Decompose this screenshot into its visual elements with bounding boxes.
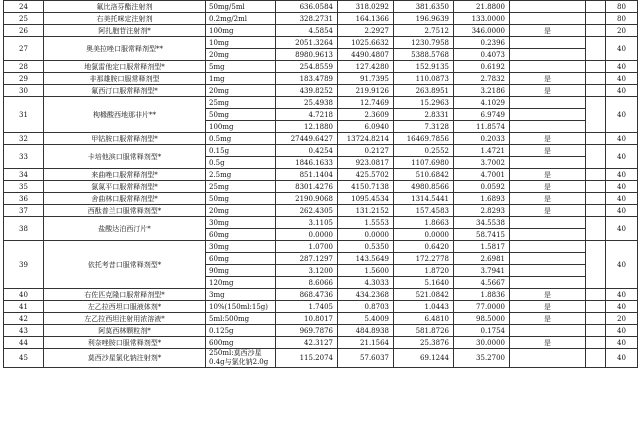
value-cell-c: 263.8951: [394, 85, 454, 97]
empty-cell: [586, 181, 606, 193]
capacity-cell: 40: [606, 85, 638, 97]
value-cell-a: 328.2731: [276, 13, 338, 25]
row-number-cell: 36: [4, 193, 44, 205]
flag-cell: 是: [510, 25, 586, 37]
table-row: [4, 181, 638, 193]
value-cell-d: 133.0000: [454, 13, 510, 25]
value-cell-d: 3.7941: [454, 265, 510, 277]
value-cell-a: 851.1404: [276, 169, 338, 181]
capacity-cell: 40: [606, 325, 638, 337]
value-cell-d: 4.7001: [454, 169, 510, 181]
spec-cell: 10%(150ml:15g): [206, 301, 276, 313]
empty-cell: [586, 205, 606, 217]
empty-cell: [586, 241, 606, 289]
value-cell-a: 0.4254: [276, 145, 338, 157]
value-cell-d: 1.8836: [454, 289, 510, 301]
value-cell-d: 2.8293: [454, 205, 510, 217]
value-cell-b: 4490.4807: [338, 49, 394, 61]
value-cell-c: 5.1640: [394, 277, 454, 289]
value-cell-c: 69.1244: [394, 349, 454, 368]
value-cell-b: 4150.7138: [338, 181, 394, 193]
row-number-cell: 34: [4, 169, 44, 181]
flag-cell: 是: [510, 169, 586, 181]
spec-cell: 25mg: [206, 181, 276, 193]
row-number-cell: 45: [4, 349, 44, 368]
value-cell-a: 439.8252: [276, 85, 338, 97]
spec-cell: 5ml:500mg: [206, 313, 276, 325]
empty-cell: [586, 313, 606, 325]
spec-cell: 100mg: [206, 25, 276, 37]
capacity-cell: 40: [606, 217, 638, 241]
drug-name-cell: 西酞普兰口服常释剂型*: [44, 205, 206, 217]
value-cell-a: 0.0000: [276, 229, 338, 241]
capacity-cell: 20: [606, 25, 638, 37]
value-cell-d: 2.6981: [454, 253, 510, 265]
value-cell-a: 4.7218: [276, 109, 338, 121]
value-cell-a: 1846.1633: [276, 157, 338, 169]
flag-cell: [510, 325, 586, 337]
spec-cell: 1mg: [206, 73, 276, 85]
value-cell-a: 115.2074: [276, 349, 338, 368]
value-cell-d: 58.7415: [454, 229, 510, 241]
row-number-cell: 41: [4, 301, 44, 313]
empty-cell: [586, 13, 606, 25]
drug-name-cell: 氟比洛芬酯注射剂: [44, 1, 206, 13]
drug-procurement-table: [3, 0, 638, 368]
empty-cell: [586, 337, 606, 349]
value-cell-b: 0.2127: [338, 145, 394, 157]
value-cell-a: 10.8017: [276, 313, 338, 325]
value-cell-d: 2.7832: [454, 73, 510, 85]
value-cell-c: 1.0443: [394, 301, 454, 313]
row-number-cell: 26: [4, 25, 44, 37]
drug-name-cell: 左乙拉西坦口服液体剂*: [44, 301, 206, 313]
value-cell-b: 91.7395: [338, 73, 394, 85]
drug-name-cell: 氯氮平口服常释剂型*: [44, 181, 206, 193]
capacity-cell: 40: [606, 337, 638, 349]
row-number-cell: 33: [4, 145, 44, 169]
value-cell-c: 4980.8566: [394, 181, 454, 193]
spec-cell: 30mg: [206, 217, 276, 229]
value-cell-b: 2.2927: [338, 25, 394, 37]
drug-name-cell: 依托考昔口服常释剂型*: [44, 241, 206, 289]
value-cell-d: 3.2186: [454, 85, 510, 97]
capacity-cell: 40: [606, 241, 638, 289]
table-row: [4, 169, 638, 181]
value-cell-a: 8301.4276: [276, 181, 338, 193]
row-number-cell: 39: [4, 241, 44, 289]
drug-name-cell: 莫西沙星氯化钠注射剂*: [44, 349, 206, 368]
empty-cell: [586, 145, 606, 169]
flag-cell: 是: [510, 73, 586, 85]
value-cell-c: 110.0873: [394, 73, 454, 85]
spec-cell: 10mg: [206, 37, 276, 49]
value-cell-a: 254.8559: [276, 61, 338, 73]
value-cell-d: 35.2700: [454, 349, 510, 368]
value-cell-c: 521.0842: [394, 289, 454, 301]
capacity-cell: 40: [606, 37, 638, 61]
flag-cell: 是: [510, 205, 586, 217]
drug-name-cell: 阿莫西林颗粒剂*: [44, 325, 206, 337]
spec-cell: 0.2mg/2ml: [206, 13, 276, 25]
capacity-cell: 40: [606, 289, 638, 301]
spec-cell: 0.5mg: [206, 133, 276, 145]
value-cell-a: 636.0584: [276, 1, 338, 13]
row-number-cell: 24: [4, 1, 44, 13]
value-cell-b: 13724.8214: [338, 133, 394, 145]
drug-name-cell: 舍曲林口服常释剂型*: [44, 193, 206, 205]
value-cell-c: 2.7512: [394, 25, 454, 37]
value-cell-a: 2051.3264: [276, 37, 338, 49]
value-cell-c: 510.6842: [394, 169, 454, 181]
spec-cell: 30mg: [206, 241, 276, 253]
row-number-cell: 31: [4, 97, 44, 133]
value-cell-a: 1.0700: [276, 241, 338, 253]
capacity-cell: 40: [606, 181, 638, 193]
value-cell-b: 1025.6632: [338, 37, 394, 49]
value-cell-c: 7.3128: [394, 121, 454, 133]
value-cell-a: 262.4305: [276, 205, 338, 217]
value-cell-c: 2.8331: [394, 109, 454, 121]
row-number-cell: 28: [4, 61, 44, 73]
row-number-cell: 44: [4, 337, 44, 349]
value-cell-b: 131.2152: [338, 205, 394, 217]
value-cell-c: 0.6420: [394, 241, 454, 253]
value-cell-b: 57.6037: [338, 349, 394, 368]
flag-cell: [510, 229, 586, 241]
table-row: [4, 349, 638, 368]
empty-cell: [586, 217, 606, 241]
spec-cell: 25mg: [206, 97, 276, 109]
table-row: [4, 1, 638, 13]
value-cell-a: 42.3127: [276, 337, 338, 349]
value-cell-c: 1.8720: [394, 265, 454, 277]
value-cell-b: 6.0940: [338, 121, 394, 133]
value-cell-d: 4.1029: [454, 97, 510, 109]
value-cell-b: 164.1366: [338, 13, 394, 25]
table-row: [4, 73, 638, 85]
flag-cell: [510, 1, 586, 13]
value-cell-d: 98.5000: [454, 313, 510, 325]
value-cell-a: 2190.9068: [276, 193, 338, 205]
flag-cell: 是: [510, 85, 586, 97]
drug-name-cell: 奥美拉唑口服常释剂型**: [44, 37, 206, 61]
empty-cell: [586, 97, 606, 133]
value-cell-d: 0.6192: [454, 61, 510, 73]
drug-name-cell: 非那雄胺口服常释剂型: [44, 73, 206, 85]
drug-name-cell: 卡培他滨口服常释剂型*: [44, 145, 206, 169]
table-row: [4, 13, 638, 25]
table-row: [4, 133, 638, 145]
value-cell-a: 1.7405: [276, 301, 338, 313]
row-number-cell: 25: [4, 13, 44, 25]
spec-cell: 100mg: [206, 121, 276, 133]
flag-cell: [510, 13, 586, 25]
drug-name-cell: 甲钴胺口服常释剂型*: [44, 133, 206, 145]
value-cell-c: 381.6350: [394, 1, 454, 13]
drug-name-cell: 右美托咪定注射剂: [44, 13, 206, 25]
row-number-cell: 37: [4, 205, 44, 217]
flag-cell: 是: [510, 301, 586, 313]
empty-cell: [586, 73, 606, 85]
row-number-cell: 29: [4, 73, 44, 85]
value-cell-d: 4.5667: [454, 277, 510, 289]
empty-cell: [586, 349, 606, 368]
value-cell-a: 969.7876: [276, 325, 338, 337]
spec-cell: 50mg: [206, 193, 276, 205]
value-cell-d: 0.1754: [454, 325, 510, 337]
table-body: [4, 1, 638, 368]
drug-name-cell: 左乙拉西坦注射用浓溶液*: [44, 313, 206, 325]
flag-cell: [510, 157, 586, 169]
value-cell-b: 21.1564: [338, 337, 394, 349]
flag-cell: 是: [510, 313, 586, 325]
value-cell-d: 0.0592: [454, 181, 510, 193]
capacity-cell: 40: [606, 97, 638, 133]
capacity-cell: 40: [606, 61, 638, 73]
value-cell-d: 30.0000: [454, 337, 510, 349]
value-cell-b: 219.9126: [338, 85, 394, 97]
value-cell-d: 346.0000: [454, 25, 510, 37]
value-cell-b: 143.5649: [338, 253, 394, 265]
value-cell-d: 1.4721: [454, 145, 510, 157]
flag-cell: 是: [510, 181, 586, 193]
capacity-cell: 40: [606, 73, 638, 85]
value-cell-b: 0.5350: [338, 241, 394, 253]
flag-cell: [510, 109, 586, 121]
flag-cell: 是: [510, 133, 586, 145]
value-cell-c: 5388.5768: [394, 49, 454, 61]
drug-name-cell: 盐酸达泊西汀片*: [44, 217, 206, 241]
value-cell-b: 434.2368: [338, 289, 394, 301]
spec-cell: 20mg: [206, 49, 276, 61]
empty-cell: [586, 37, 606, 61]
empty-cell: [586, 25, 606, 37]
value-cell-b: 0.0000: [338, 229, 394, 241]
flag-cell: 是: [510, 337, 586, 349]
spec-cell: 0.125g: [206, 325, 276, 337]
value-cell-d: 1.5817: [454, 241, 510, 253]
flag-cell: [510, 49, 586, 61]
row-number-cell: 43: [4, 325, 44, 337]
value-cell-c: 581.8726: [394, 325, 454, 337]
value-cell-d: 0.2396: [454, 37, 510, 49]
value-cell-b: 1.5553: [338, 217, 394, 229]
spec-cell: 250ml:莫西沙星0.4g与氯化钠2.0g: [206, 349, 276, 368]
value-cell-d: 34.5538: [454, 217, 510, 229]
table-row: [4, 217, 638, 229]
table-row: [4, 193, 638, 205]
flag-cell: [510, 97, 586, 109]
row-number-cell: 38: [4, 217, 44, 241]
flag-cell: [510, 265, 586, 277]
flag-cell: [510, 349, 586, 368]
spec-cell: 50mg: [206, 109, 276, 121]
spec-cell: 20mg: [206, 205, 276, 217]
value-cell-c: 1230.7958: [394, 37, 454, 49]
empty-cell: [586, 133, 606, 145]
value-cell-a: 8.6066: [276, 277, 338, 289]
value-cell-c: 172.2778: [394, 253, 454, 265]
table-row: [4, 37, 638, 49]
table-row: [4, 313, 638, 325]
value-cell-a: 3.1105: [276, 217, 338, 229]
table-row: [4, 241, 638, 253]
drug-name-cell: 来曲唑口服常释剂型*: [44, 169, 206, 181]
row-number-cell: 27: [4, 37, 44, 61]
empty-cell: [586, 169, 606, 181]
value-cell-d: 0.4073: [454, 49, 510, 61]
value-cell-d: 21.8800: [454, 1, 510, 13]
value-cell-d: 3.7002: [454, 157, 510, 169]
value-cell-d: 1.6893: [454, 193, 510, 205]
row-number-cell: 32: [4, 133, 44, 145]
flag-cell: [510, 253, 586, 265]
empty-cell: [586, 193, 606, 205]
value-cell-b: 0.8703: [338, 301, 394, 313]
spec-cell: 600mg: [206, 337, 276, 349]
empty-cell: [586, 301, 606, 313]
capacity-cell: 40: [606, 145, 638, 169]
spec-cell: 5mg: [206, 61, 276, 73]
value-cell-c: 1107.6980: [394, 157, 454, 169]
value-cell-b: 2.3609: [338, 109, 394, 121]
empty-cell: [586, 325, 606, 337]
drug-name-cell: 利奈唑胺口服常释剂型*: [44, 337, 206, 349]
drug-name-cell: 阿扎胞苷注射剂*: [44, 25, 206, 37]
capacity-cell: 40: [606, 169, 638, 181]
drug-name-cell: 枸橼酸西地那非片**: [44, 97, 206, 133]
value-cell-b: 4.3033: [338, 277, 394, 289]
empty-cell: [586, 61, 606, 73]
table-row: [4, 337, 638, 349]
value-cell-c: 1.8663: [394, 217, 454, 229]
drug-name-cell: 地氯雷他定口服常释剂型*: [44, 61, 206, 73]
value-cell-d: 11.8574: [454, 121, 510, 133]
value-cell-a: 287.1297: [276, 253, 338, 265]
value-cell-a: 25.4938: [276, 97, 338, 109]
value-cell-a: 4.5854: [276, 25, 338, 37]
value-cell-d: 0.2033: [454, 133, 510, 145]
capacity-cell: 20: [606, 313, 638, 325]
table-row: [4, 25, 638, 37]
value-cell-b: 127.4280: [338, 61, 394, 73]
capacity-cell: 80: [606, 1, 638, 13]
value-cell-d: 6.9749: [454, 109, 510, 121]
flag-cell: [510, 37, 586, 49]
row-number-cell: 30: [4, 85, 44, 97]
capacity-cell: 40: [606, 193, 638, 205]
value-cell-c: 196.9639: [394, 13, 454, 25]
value-cell-b: 923.0817: [338, 157, 394, 169]
table-row: [4, 205, 638, 217]
value-cell-b: 5.4009: [338, 313, 394, 325]
value-cell-c: 25.3876: [394, 337, 454, 349]
value-cell-c: 152.9135: [394, 61, 454, 73]
spec-cell: 2.5mg: [206, 169, 276, 181]
spec-cell: 60mg: [206, 229, 276, 241]
empty-cell: [586, 289, 606, 301]
table-row: [4, 61, 638, 73]
value-cell-a: 868.4736: [276, 289, 338, 301]
flag-cell: [510, 277, 586, 289]
value-cell-b: 1.5600: [338, 265, 394, 277]
value-cell-b: 12.7469: [338, 97, 394, 109]
value-cell-b: 1095.4534: [338, 193, 394, 205]
capacity-cell: 40: [606, 301, 638, 313]
spec-cell: 0.15g: [206, 145, 276, 157]
table-row: [4, 145, 638, 157]
table-row: [4, 97, 638, 109]
spec-cell: 60mg: [206, 253, 276, 265]
flag-cell: [510, 241, 586, 253]
spec-cell: 50mg/5ml: [206, 1, 276, 13]
spec-cell: 0.5g: [206, 157, 276, 169]
value-cell-a: 12.1880: [276, 121, 338, 133]
row-number-cell: 42: [4, 313, 44, 325]
flag-cell: 是: [510, 193, 586, 205]
value-cell-a: 3.1200: [276, 265, 338, 277]
value-cell-d: 77.0000: [454, 301, 510, 313]
flag-cell: [510, 61, 586, 73]
spec-cell: 90mg: [206, 265, 276, 277]
drug-name-cell: 右佐匹克隆口服常释剂型*: [44, 289, 206, 301]
table-row: [4, 85, 638, 97]
value-cell-c: 15.2963: [394, 97, 454, 109]
empty-cell: [586, 85, 606, 97]
value-cell-a: 27449.6427: [276, 133, 338, 145]
value-cell-c: 0.2552: [394, 145, 454, 157]
value-cell-c: 1314.5441: [394, 193, 454, 205]
drug-name-cell: 氟西汀口服常释剂型*: [44, 85, 206, 97]
value-cell-a: 8980.9613: [276, 49, 338, 61]
row-number-cell: 35: [4, 181, 44, 193]
flag-cell: 是: [510, 145, 586, 157]
capacity-cell: 40: [606, 349, 638, 368]
capacity-cell: 80: [606, 13, 638, 25]
spec-cell: 20mg: [206, 85, 276, 97]
table-row: [4, 289, 638, 301]
value-cell-b: 484.8938: [338, 325, 394, 337]
empty-cell: [586, 1, 606, 13]
flag-cell: [510, 121, 586, 133]
table-row: [4, 325, 638, 337]
flag-cell: [510, 217, 586, 229]
value-cell-b: 318.0292: [338, 1, 394, 13]
row-number-cell: 40: [4, 289, 44, 301]
capacity-cell: 40: [606, 133, 638, 145]
value-cell-c: 6.4810: [394, 313, 454, 325]
value-cell-b: 425.5702: [338, 169, 394, 181]
spec-cell: 3mg: [206, 289, 276, 301]
value-cell-c: 0.0000: [394, 229, 454, 241]
value-cell-c: 157.4583: [394, 205, 454, 217]
flag-cell: 是: [510, 289, 586, 301]
spec-cell: 120mg: [206, 277, 276, 289]
capacity-cell: 40: [606, 205, 638, 217]
value-cell-a: 183.4789: [276, 73, 338, 85]
value-cell-c: 16469.7856: [394, 133, 454, 145]
table-row: [4, 301, 638, 313]
